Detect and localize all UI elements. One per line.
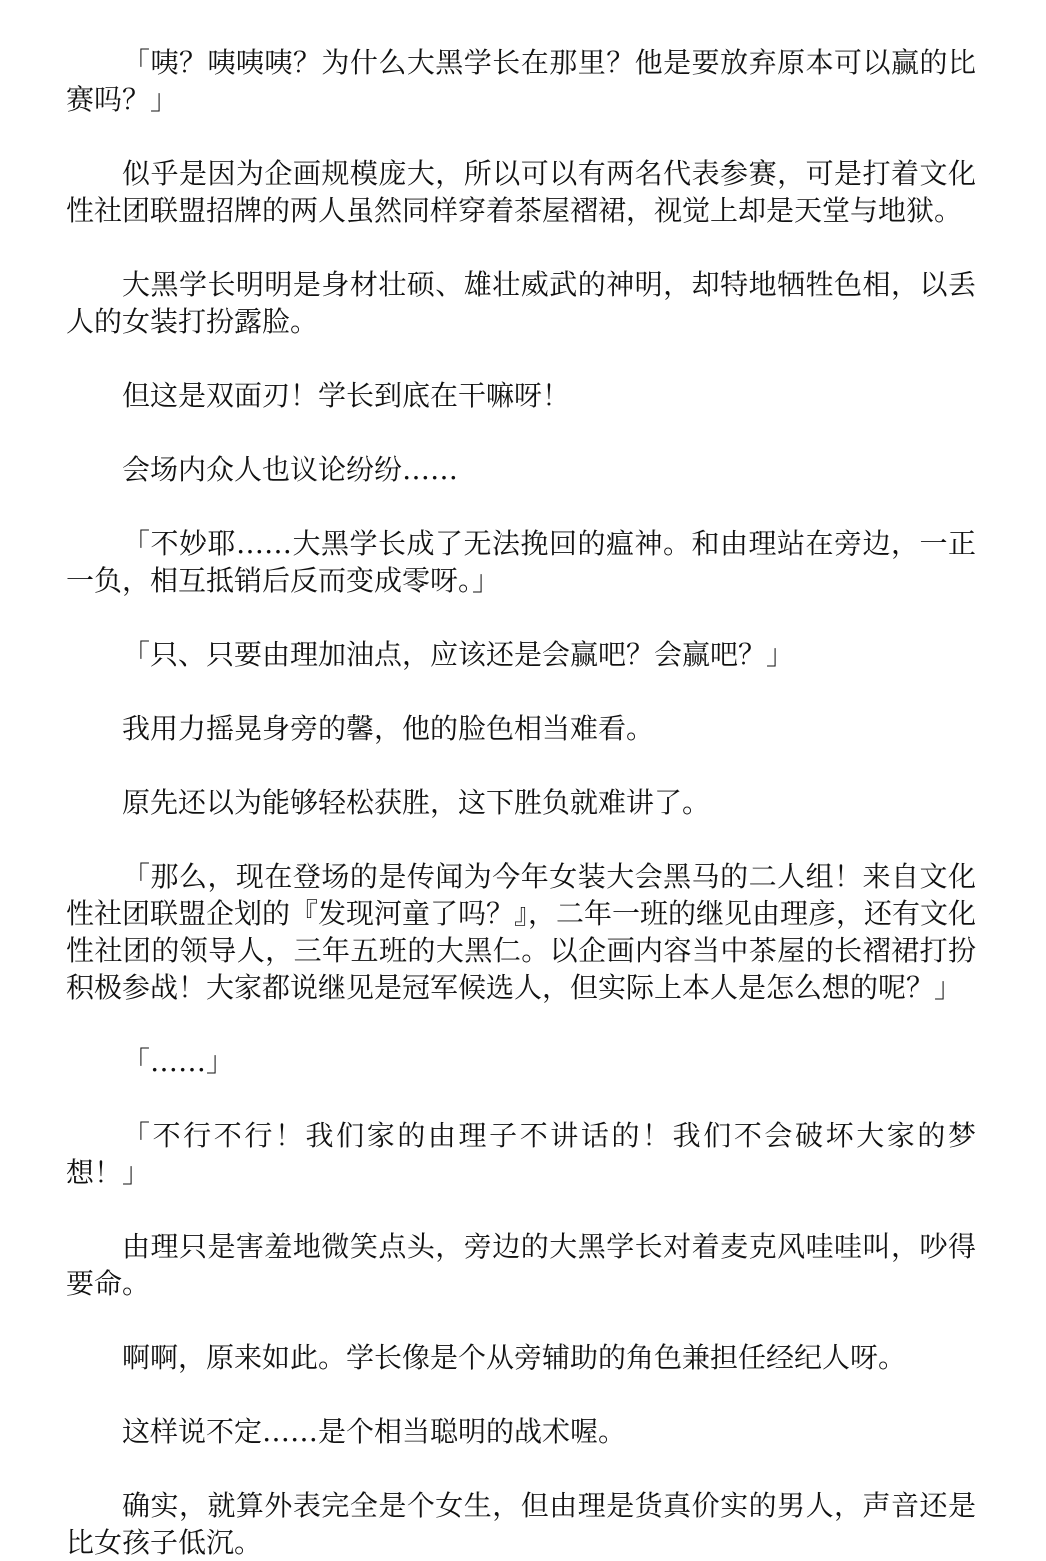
paragraph: 大黑学长明明是身材壮硕、雄壮威武的神明，却特地牺牲色相，以丢人的女装打扮露脸。 bbox=[66, 268, 976, 338]
paragraph: 「不妙耶……大黑学长成了无法挽回的瘟神。和由理站在旁边，一正一负，相互抵销后反而变成零呀。」 bbox=[66, 527, 976, 597]
paragraph: 「咦？咦咦咦？为什么大黑学长在那里？他是要放弃原本可以赢的比赛吗？」 bbox=[66, 46, 976, 116]
paragraph: 这样说不定……是个相当聪明的战术喔。 bbox=[122, 1415, 627, 1448]
paragraph: 「不行不行！我们家的由理子不讲话的！我们不会破坏大家的梦想！」 bbox=[66, 1119, 976, 1189]
paragraph: 由理只是害羞地微笑点头，旁边的大黑学长对着麦克风哇哇叫，吵得要命。 bbox=[66, 1230, 976, 1300]
paragraph: 「那么，现在登场的是传闻为今年女装大会黑马的二人组！来自文化性社团联盟企划的『发现河童了吗？』，二年一班的继见由理彦，还有文化性社团的领导人，三年五班的大黑仁。以企画内容当中茶屋的长褶裙打扮积极参战！大家都说继见是冠军候选人，但实际上本人是怎么想的呢？」 bbox=[66, 860, 977, 1004]
paragraph: 啊啊，原来如此。学长像是个从旁辅助的角色兼担任经纪人呀。 bbox=[122, 1341, 907, 1374]
paragraph: 会场内众人也议论纷纷…… bbox=[122, 453, 459, 486]
paragraph: 但这是双面刃！学长到底在干嘛呀！ bbox=[122, 379, 571, 412]
paragraph: 我用力摇晃身旁的馨，他的脸色相当难看。 bbox=[122, 712, 655, 745]
paragraph: 确实，就算外表完全是个女生，但由理是货真价实的男人，声音还是比女孩子低沉。 bbox=[66, 1489, 976, 1559]
paragraph: 原先还以为能够轻松获胜，这下胜负就难讲了。 bbox=[122, 786, 711, 819]
paragraph: 「只、只要由理加油点，应该还是会赢吧？会赢吧？」 bbox=[122, 638, 795, 671]
paragraph: 「……」 bbox=[122, 1045, 235, 1078]
paragraph: 似乎是因为企画规模庞大，所以可以有两名代表参赛，可是打着文化性社团联盟招牌的两人虽然同样穿着茶屋褶裙，视觉上却是天堂与地狱。 bbox=[66, 157, 976, 227]
